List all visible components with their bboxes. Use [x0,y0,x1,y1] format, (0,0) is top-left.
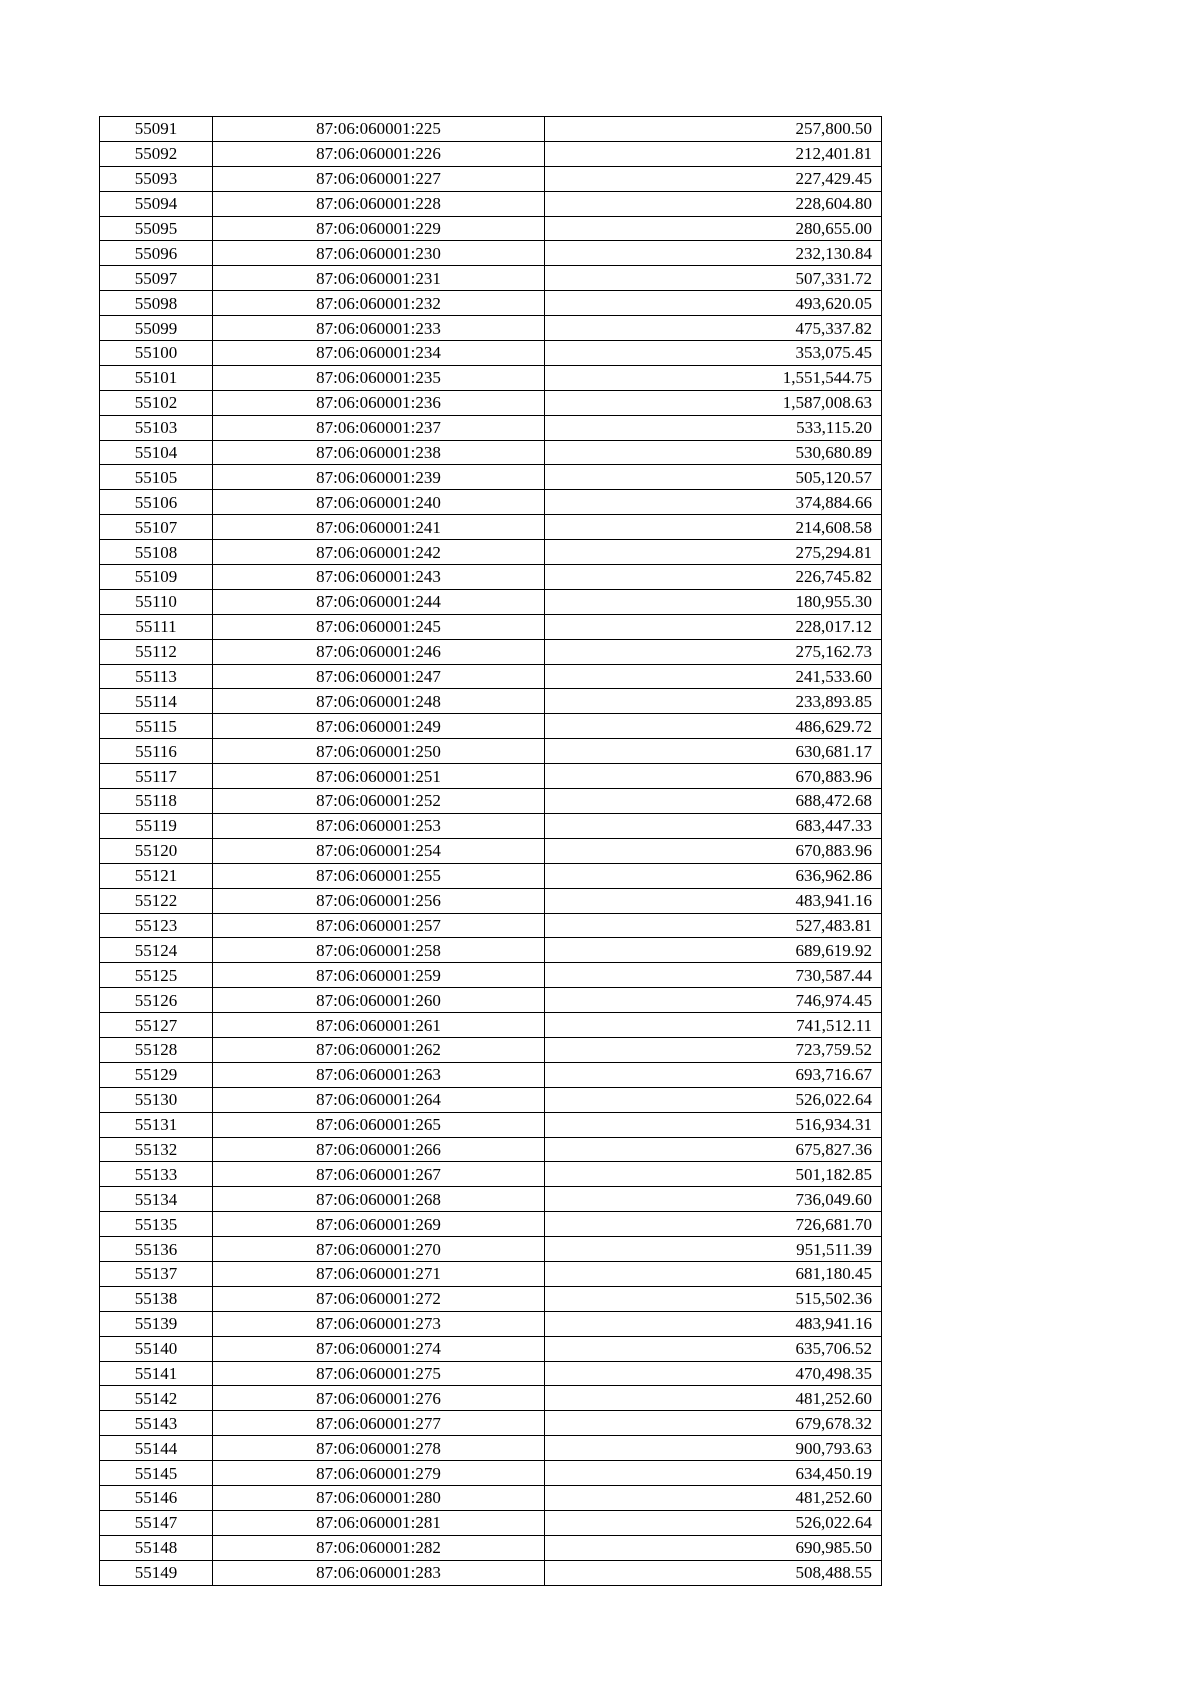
row-number-cell: 55096 [100,241,213,266]
table-row [100,1087,882,1112]
table-row [100,191,882,216]
row-number-cell: 55126 [100,988,213,1013]
cadastral-number-cell: 87:06:060001:279 [213,1461,545,1486]
table-row [100,1286,882,1311]
value-cell: 635,706.52 [545,1336,882,1361]
table-row [100,938,882,963]
value-cell: 227,429.45 [545,166,882,191]
row-number-cell: 55099 [100,316,213,341]
value-cell: 516,934.31 [545,1112,882,1137]
table-row [100,1560,882,1585]
row-number-cell: 55134 [100,1187,213,1212]
cadastral-number-cell: 87:06:060001:231 [213,266,545,291]
cadastral-number-cell: 87:06:060001:265 [213,1112,545,1137]
row-number-cell: 55116 [100,739,213,764]
table-row [100,1461,882,1486]
cadastral-number-cell: 87:06:060001:257 [213,913,545,938]
cadastral-number-cell: 87:06:060001:263 [213,1062,545,1087]
row-number-cell: 55123 [100,913,213,938]
row-number-cell: 55127 [100,1013,213,1038]
value-cell: 257,800.50 [545,117,882,142]
table-row [100,415,882,440]
table-row [100,1336,882,1361]
table-row [100,1237,882,1262]
value-cell: 212,401.81 [545,141,882,166]
value-cell: 527,483.81 [545,913,882,938]
row-number-cell: 55122 [100,888,213,913]
cadastral-number-cell: 87:06:060001:243 [213,565,545,590]
row-number-cell: 55110 [100,589,213,614]
cadastral-number-cell: 87:06:060001:253 [213,813,545,838]
row-number-cell: 55095 [100,216,213,241]
table-row [100,764,882,789]
row-number-cell: 55120 [100,838,213,863]
table-row [100,141,882,166]
value-cell: 630,681.17 [545,739,882,764]
value-cell: 483,941.16 [545,888,882,913]
cadastral-number-cell: 87:06:060001:251 [213,764,545,789]
cadastral-number-cell: 87:06:060001:271 [213,1261,545,1286]
table-row [100,714,882,739]
value-cell: 501,182.85 [545,1162,882,1187]
row-number-cell: 55111 [100,614,213,639]
row-number-cell: 55131 [100,1112,213,1137]
value-cell: 723,759.52 [545,1037,882,1062]
row-number-cell: 55124 [100,938,213,963]
cadastral-number-cell: 87:06:060001:237 [213,415,545,440]
cadastral-number-cell: 87:06:060001:233 [213,316,545,341]
table-row [100,1535,882,1560]
row-number-cell: 55148 [100,1535,213,1560]
row-number-cell: 55105 [100,465,213,490]
value-cell: 475,337.82 [545,316,882,341]
cadastral-number-cell: 87:06:060001:261 [213,1013,545,1038]
cadastral-number-cell: 87:06:060001:259 [213,963,545,988]
row-number-cell: 55102 [100,390,213,415]
table-row [100,365,882,390]
value-cell: 241,533.60 [545,664,882,689]
value-cell: 730,587.44 [545,963,882,988]
row-number-cell: 55093 [100,166,213,191]
cadastral-number-cell: 87:06:060001:246 [213,639,545,664]
value-cell: 226,745.82 [545,565,882,590]
table-row [100,1411,882,1436]
table-body [100,117,882,1586]
row-number-cell: 55106 [100,490,213,515]
table-row [100,639,882,664]
row-number-cell: 55101 [100,365,213,390]
cadastral-number-cell: 87:06:060001:269 [213,1212,545,1237]
cadastral-number-cell: 87:06:060001:255 [213,863,545,888]
cadastral-number-cell: 87:06:060001:276 [213,1386,545,1411]
table-row [100,1062,882,1087]
cadastral-number-cell: 87:06:060001:277 [213,1411,545,1436]
cadastral-number-cell: 87:06:060001:240 [213,490,545,515]
table-row [100,888,882,913]
row-number-cell: 55107 [100,515,213,540]
table-row [100,440,882,465]
cadastral-number-cell: 87:06:060001:275 [213,1361,545,1386]
table-row [100,838,882,863]
table-row [100,1485,882,1510]
value-cell: 228,604.80 [545,191,882,216]
row-number-cell: 55130 [100,1087,213,1112]
cadastral-number-cell: 87:06:060001:229 [213,216,545,241]
row-number-cell: 55092 [100,141,213,166]
value-cell: 526,022.64 [545,1087,882,1112]
cadastral-number-cell: 87:06:060001:256 [213,888,545,913]
table-row [100,963,882,988]
table-row [100,465,882,490]
value-cell: 505,120.57 [545,465,882,490]
table-row [100,664,882,689]
table-row [100,216,882,241]
cadastral-number-cell: 87:06:060001:226 [213,141,545,166]
value-cell: 233,893.85 [545,689,882,714]
row-number-cell: 55109 [100,565,213,590]
table-row [100,1361,882,1386]
table-row [100,1261,882,1286]
row-number-cell: 55112 [100,639,213,664]
table-row [100,813,882,838]
row-number-cell: 55141 [100,1361,213,1386]
row-number-cell: 55121 [100,863,213,888]
value-cell: 681,180.45 [545,1261,882,1286]
value-cell: 374,884.66 [545,490,882,515]
cadastral-number-cell: 87:06:060001:225 [213,117,545,142]
cadastral-number-cell: 87:06:060001:264 [213,1087,545,1112]
table-row [100,988,882,1013]
table-row [100,1112,882,1137]
row-number-cell: 55128 [100,1037,213,1062]
table-row [100,1187,882,1212]
row-number-cell: 55138 [100,1286,213,1311]
table-row [100,565,882,590]
table-row [100,1212,882,1237]
row-number-cell: 55119 [100,813,213,838]
row-number-cell: 55125 [100,963,213,988]
row-number-cell: 55149 [100,1560,213,1585]
row-number-cell: 55098 [100,291,213,316]
row-number-cell: 55144 [100,1436,213,1461]
table-row [100,515,882,540]
cadastral-number-cell: 87:06:060001:254 [213,838,545,863]
value-cell: 951,511.39 [545,1237,882,1262]
cadastral-number-cell: 87:06:060001:250 [213,739,545,764]
row-number-cell: 55108 [100,540,213,565]
table-row [100,1037,882,1062]
value-cell: 470,498.35 [545,1361,882,1386]
value-cell: 483,941.16 [545,1311,882,1336]
value-cell: 486,629.72 [545,714,882,739]
cadastral-number-cell: 87:06:060001:280 [213,1485,545,1510]
value-cell: 636,962.86 [545,863,882,888]
table-row [100,1162,882,1187]
value-cell: 228,017.12 [545,614,882,639]
value-cell: 1,587,008.63 [545,390,882,415]
row-number-cell: 55118 [100,789,213,814]
cadastral-number-cell: 87:06:060001:273 [213,1311,545,1336]
cadastral-number-cell: 87:06:060001:242 [213,540,545,565]
value-cell: 280,655.00 [545,216,882,241]
table-row [100,117,882,142]
cadastral-number-cell: 87:06:060001:274 [213,1336,545,1361]
cadastral-number-cell: 87:06:060001:247 [213,664,545,689]
value-cell: 493,620.05 [545,291,882,316]
cadastral-number-cell: 87:06:060001:248 [213,689,545,714]
table-row [100,863,882,888]
value-cell: 1,551,544.75 [545,365,882,390]
cadastral-number-cell: 87:06:060001:281 [213,1510,545,1535]
cadastral-number-cell: 87:06:060001:235 [213,365,545,390]
row-number-cell: 55094 [100,191,213,216]
row-number-cell: 55129 [100,1062,213,1087]
table-row [100,390,882,415]
cadastral-number-cell: 87:06:060001:252 [213,789,545,814]
row-number-cell: 55103 [100,415,213,440]
cadastral-number-cell: 87:06:060001:228 [213,191,545,216]
row-number-cell: 55140 [100,1336,213,1361]
value-cell: 530,680.89 [545,440,882,465]
row-number-cell: 55142 [100,1386,213,1411]
table-row [100,1013,882,1038]
table-row [100,1386,882,1411]
row-number-cell: 55136 [100,1237,213,1262]
row-number-cell: 55117 [100,764,213,789]
cadastral-number-cell: 87:06:060001:238 [213,440,545,465]
table-row [100,1137,882,1162]
value-cell: 688,472.68 [545,789,882,814]
value-cell: 675,827.36 [545,1137,882,1162]
row-number-cell: 55133 [100,1162,213,1187]
table-row [100,540,882,565]
table-row [100,1311,882,1336]
cadastral-number-cell: 87:06:060001:260 [213,988,545,1013]
cadastral-number-cell: 87:06:060001:268 [213,1187,545,1212]
table-row [100,166,882,191]
value-cell: 481,252.60 [545,1386,882,1411]
cadastral-number-cell: 87:06:060001:239 [213,465,545,490]
cadastral-number-cell: 87:06:060001:244 [213,589,545,614]
value-cell: 736,049.60 [545,1187,882,1212]
cadastral-number-cell: 87:06:060001:227 [213,166,545,191]
table-row [100,689,882,714]
row-number-cell: 55115 [100,714,213,739]
value-cell: 353,075.45 [545,341,882,366]
value-cell: 180,955.30 [545,589,882,614]
table-row [100,266,882,291]
cadastral-number-cell: 87:06:060001:241 [213,515,545,540]
value-cell: 526,022.64 [545,1510,882,1535]
cadastral-number-cell: 87:06:060001:266 [213,1137,545,1162]
cadastral-number-cell: 87:06:060001:245 [213,614,545,639]
value-cell: 741,512.11 [545,1013,882,1038]
row-number-cell: 55132 [100,1137,213,1162]
cadastral-number-cell: 87:06:060001:272 [213,1286,545,1311]
table-row [100,1510,882,1535]
value-cell: 533,115.20 [545,415,882,440]
row-number-cell: 55113 [100,664,213,689]
row-number-cell: 55137 [100,1261,213,1286]
value-cell: 670,883.96 [545,838,882,863]
value-cell: 900,793.63 [545,1436,882,1461]
table-row [100,316,882,341]
table-row [100,291,882,316]
table-row [100,739,882,764]
value-cell: 683,447.33 [545,813,882,838]
row-number-cell: 55135 [100,1212,213,1237]
cadastral-number-cell: 87:06:060001:267 [213,1162,545,1187]
value-cell: 275,294.81 [545,540,882,565]
row-number-cell: 55139 [100,1311,213,1336]
cadastral-number-cell: 87:06:060001:230 [213,241,545,266]
row-number-cell: 55145 [100,1461,213,1486]
value-cell: 726,681.70 [545,1212,882,1237]
data-table [99,116,882,1586]
cadastral-number-cell: 87:06:060001:278 [213,1436,545,1461]
table-row [100,789,882,814]
cadastral-number-cell: 87:06:060001:234 [213,341,545,366]
cadastral-number-cell: 87:06:060001:236 [213,390,545,415]
value-cell: 670,883.96 [545,764,882,789]
row-number-cell: 55100 [100,341,213,366]
value-cell: 679,678.32 [545,1411,882,1436]
row-number-cell: 55147 [100,1510,213,1535]
value-cell: 508,488.55 [545,1560,882,1585]
value-cell: 507,331.72 [545,266,882,291]
cadastral-number-cell: 87:06:060001:283 [213,1560,545,1585]
table-row [100,341,882,366]
row-number-cell: 55091 [100,117,213,142]
row-number-cell: 55146 [100,1485,213,1510]
row-number-cell: 55114 [100,689,213,714]
table-row [100,589,882,614]
value-cell: 232,130.84 [545,241,882,266]
table-row [100,241,882,266]
table-row [100,614,882,639]
table-row [100,490,882,515]
cadastral-number-cell: 87:06:060001:258 [213,938,545,963]
cadastral-number-cell: 87:06:060001:270 [213,1237,545,1262]
value-cell: 689,619.92 [545,938,882,963]
row-number-cell: 55097 [100,266,213,291]
value-cell: 693,716.67 [545,1062,882,1087]
row-number-cell: 55143 [100,1411,213,1436]
value-cell: 275,162.73 [545,639,882,664]
cadastral-number-cell: 87:06:060001:282 [213,1535,545,1560]
cadastral-number-cell: 87:06:060001:232 [213,291,545,316]
cadastral-number-cell: 87:06:060001:262 [213,1037,545,1062]
value-cell: 690,985.50 [545,1535,882,1560]
row-number-cell: 55104 [100,440,213,465]
table-row [100,913,882,938]
value-cell: 746,974.45 [545,988,882,1013]
cadastral-number-cell: 87:06:060001:249 [213,714,545,739]
table-row [100,1436,882,1461]
value-cell: 481,252.60 [545,1485,882,1510]
value-cell: 634,450.19 [545,1461,882,1486]
value-cell: 515,502.36 [545,1286,882,1311]
value-cell: 214,608.58 [545,515,882,540]
